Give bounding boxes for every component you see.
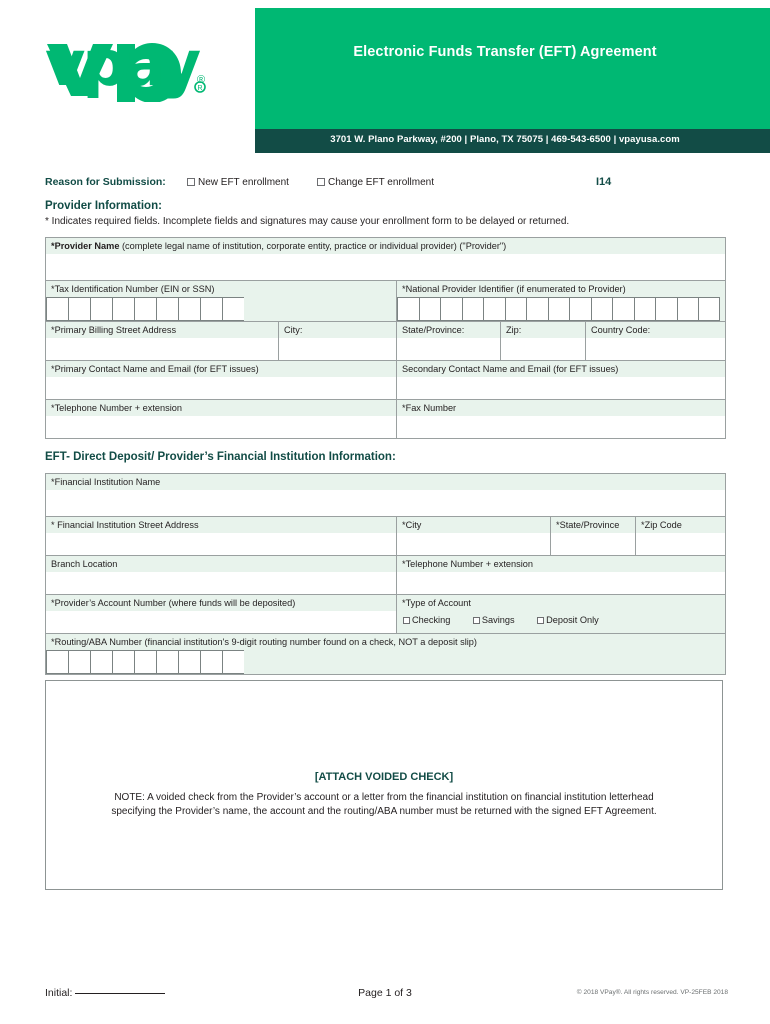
cell-tax-identification-number[interactable] — [46, 281, 397, 322]
cell-financial-institution-address[interactable] — [46, 517, 397, 556]
cell-zip[interactable] — [501, 322, 586, 361]
input-financial-institution-name[interactable] — [46, 490, 725, 516]
label-provider-account-number: *Provider’s Account Number (where funds will be deposited) — [46, 595, 396, 611]
checkbox-label-checking: Checking — [412, 615, 451, 625]
checkbox-change-eft-enrollment[interactable] — [317, 177, 434, 188]
checkbox-icon[interactable] — [403, 617, 410, 624]
label-secondary-contact: Secondary Contact Name and Email (for EFT issues) — [397, 361, 725, 377]
cell-provider-account-number[interactable] — [46, 595, 397, 634]
header-green-band — [255, 8, 770, 129]
checkbox-account-type-deposit-only[interactable] — [537, 615, 599, 625]
financial-institution-table — [45, 473, 726, 675]
label-branch-location: Branch Location — [46, 556, 396, 572]
input-financial-city[interactable] — [397, 533, 550, 555]
cell-secondary-contact[interactable] — [397, 361, 726, 400]
table-row — [46, 400, 726, 439]
label-type-of-account: *Type of Account — [397, 595, 725, 611]
checkbox-icon[interactable] — [187, 178, 195, 186]
footer-page-number: Page 1 of 3 — [358, 987, 412, 999]
cell-financial-telephone[interactable] — [397, 556, 726, 595]
svg-text:R: R — [197, 85, 203, 92]
input-provider-name[interactable] — [46, 254, 725, 280]
label-financial-zip-code: *Zip Code — [636, 517, 725, 533]
cell-financial-city[interactable] — [397, 517, 551, 556]
input-fax-number[interactable] — [397, 416, 725, 438]
table-row — [46, 474, 726, 517]
label-financial-city: *City — [397, 517, 550, 533]
label-routing-aba-number: *Routing/ABA Number (financial institution's 9-digit routing number found on a check, NOT a deposit slip) — [46, 634, 725, 650]
label-financial-telephone: *Telephone Number + extension — [397, 556, 725, 572]
cell-national-provider-identifier[interactable] — [397, 281, 726, 322]
financial-institution-heading: EFT- Direct Deposit/ Provider’s Financial Institution Information: — [45, 451, 396, 463]
attach-voided-check-title: [ATTACH VOIDED CHECK] — [314, 771, 454, 783]
checkbox-account-type-checking[interactable] — [403, 615, 450, 625]
label-fax-number: *Fax Number — [397, 400, 725, 416]
table-row — [46, 556, 726, 595]
provider-information-table — [45, 237, 726, 439]
cell-state-province[interactable] — [397, 322, 501, 361]
input-primary-billing-street-address[interactable] — [46, 338, 278, 360]
cell-fax-number[interactable] — [397, 400, 726, 439]
table-row — [46, 595, 726, 634]
input-financial-state-province[interactable] — [551, 533, 635, 555]
label-financial-institution-address: * Financial Institution Street Address — [46, 517, 396, 533]
input-state-province[interactable] — [397, 338, 500, 360]
label-tax-identification-number: *Tax Identification Number (EIN or SSN) — [46, 281, 396, 297]
footer-copyright: © 2018 VPay®. All rights reserved. VP-25FEB 2018 — [576, 989, 728, 996]
checkbox-icon[interactable] — [317, 178, 325, 186]
cell-provider-name[interactable] — [46, 238, 726, 281]
cell-primary-contact[interactable] — [46, 361, 397, 400]
input-secondary-contact[interactable] — [397, 377, 725, 399]
cell-city[interactable] — [279, 322, 397, 361]
checkbox-account-type-savings[interactable] — [473, 615, 515, 625]
checkbox-label-savings: Savings — [481, 615, 515, 625]
reason-for-submission-row — [45, 176, 725, 192]
attach-voided-check-note: NOTE: A voided check from the Provider’s account or a letter from the financial institution on financial institution letterhead specifying the Provider’s name, the account and the routing/ABA number must be returned with the signed EFT Agreement. — [111, 792, 657, 817]
label-primary-billing-street-address: *Primary Billing Street Address — [46, 322, 278, 338]
table-row — [46, 322, 726, 361]
reason-for-submission-label: Reason for Submission: — [45, 176, 166, 188]
table-row — [46, 517, 726, 556]
attach-voided-check-area[interactable] — [45, 680, 723, 890]
cell-telephone-number[interactable] — [46, 400, 397, 439]
label-telephone-number: *Telephone Number + extension — [46, 400, 396, 416]
checkbox-icon[interactable] — [473, 617, 480, 624]
input-tax-identification-number[interactable] — [46, 297, 396, 321]
table-row — [46, 634, 726, 675]
cell-primary-billing-street-address[interactable] — [46, 322, 279, 361]
account-type-options — [397, 611, 725, 633]
label-zip: Zip: — [501, 322, 585, 338]
label-city: City: — [279, 322, 396, 338]
checkbox-icon[interactable] — [537, 617, 544, 624]
input-telephone-number[interactable] — [46, 416, 396, 438]
label-provider-name: *Provider Name (complete legal name of institution, corporate entity, practice or individual provider) ("Provider") — [46, 238, 725, 254]
cell-financial-zip-code[interactable] — [636, 517, 726, 556]
cell-routing-aba-number[interactable] — [46, 634, 726, 675]
label-state-province: State/Province: — [397, 322, 500, 338]
table-row — [46, 238, 726, 281]
required-fields-note: * Indicates required fields. Incomplete fields and signatures may cause your enrollment form to be delayed or returned. — [45, 216, 570, 227]
input-financial-zip-code[interactable] — [636, 533, 725, 555]
form-code: I14 — [596, 176, 612, 188]
label-national-provider-identifier: *National Provider Identifier (if enumerated to Provider) — [397, 281, 725, 297]
cell-financial-institution-name[interactable] — [46, 474, 726, 517]
table-row — [46, 361, 726, 400]
cell-country-code[interactable] — [586, 322, 726, 361]
input-primary-contact[interactable] — [46, 377, 396, 399]
footer-initial-label: Initial: — [45, 987, 73, 999]
label-financial-state-province: *State/Province — [551, 517, 635, 533]
company-address: 3701 W. Plano Parkway, #200 | Plano, TX 75075 | 469-543-6500 | vpayusa.com — [330, 134, 680, 145]
logo-wordmark-text: vpay — [45, 27, 199, 100]
label-financial-institution-name: *Financial Institution Name — [46, 474, 725, 490]
table-row — [46, 281, 726, 322]
checkbox-label-deposit-only: Deposit Only — [546, 615, 599, 625]
input-routing-aba-number[interactable] — [46, 650, 725, 674]
checkbox-new-eft-enrollment[interactable] — [187, 177, 289, 188]
input-city[interactable] — [279, 338, 396, 360]
input-country-code[interactable] — [586, 338, 725, 360]
input-zip[interactable] — [501, 338, 585, 360]
label-country-code: Country Code: — [586, 322, 725, 338]
input-branch-location[interactable] — [46, 572, 396, 594]
cell-branch-location[interactable] — [46, 556, 397, 595]
cell-type-of-account[interactable] — [397, 595, 726, 634]
cell-financial-state-province[interactable] — [551, 517, 636, 556]
provider-information-heading: Provider Information: — [45, 200, 162, 212]
page-title: Electronic Funds Transfer (EFT) Agreement — [353, 44, 657, 60]
input-provider-account-number[interactable] — [46, 611, 396, 633]
registered-trademark-icon: ® — [197, 74, 206, 86]
checkbox-label-new-eft: New EFT enrollment — [198, 177, 289, 188]
input-national-provider-identifier[interactable] — [397, 297, 725, 321]
checkbox-label-change-eft: Change EFT enrollment — [328, 177, 434, 188]
input-financial-institution-address[interactable] — [46, 533, 396, 555]
input-financial-telephone[interactable] — [397, 572, 725, 594]
label-primary-contact: *Primary Contact Name and Email (for EFT issues) — [46, 361, 396, 377]
